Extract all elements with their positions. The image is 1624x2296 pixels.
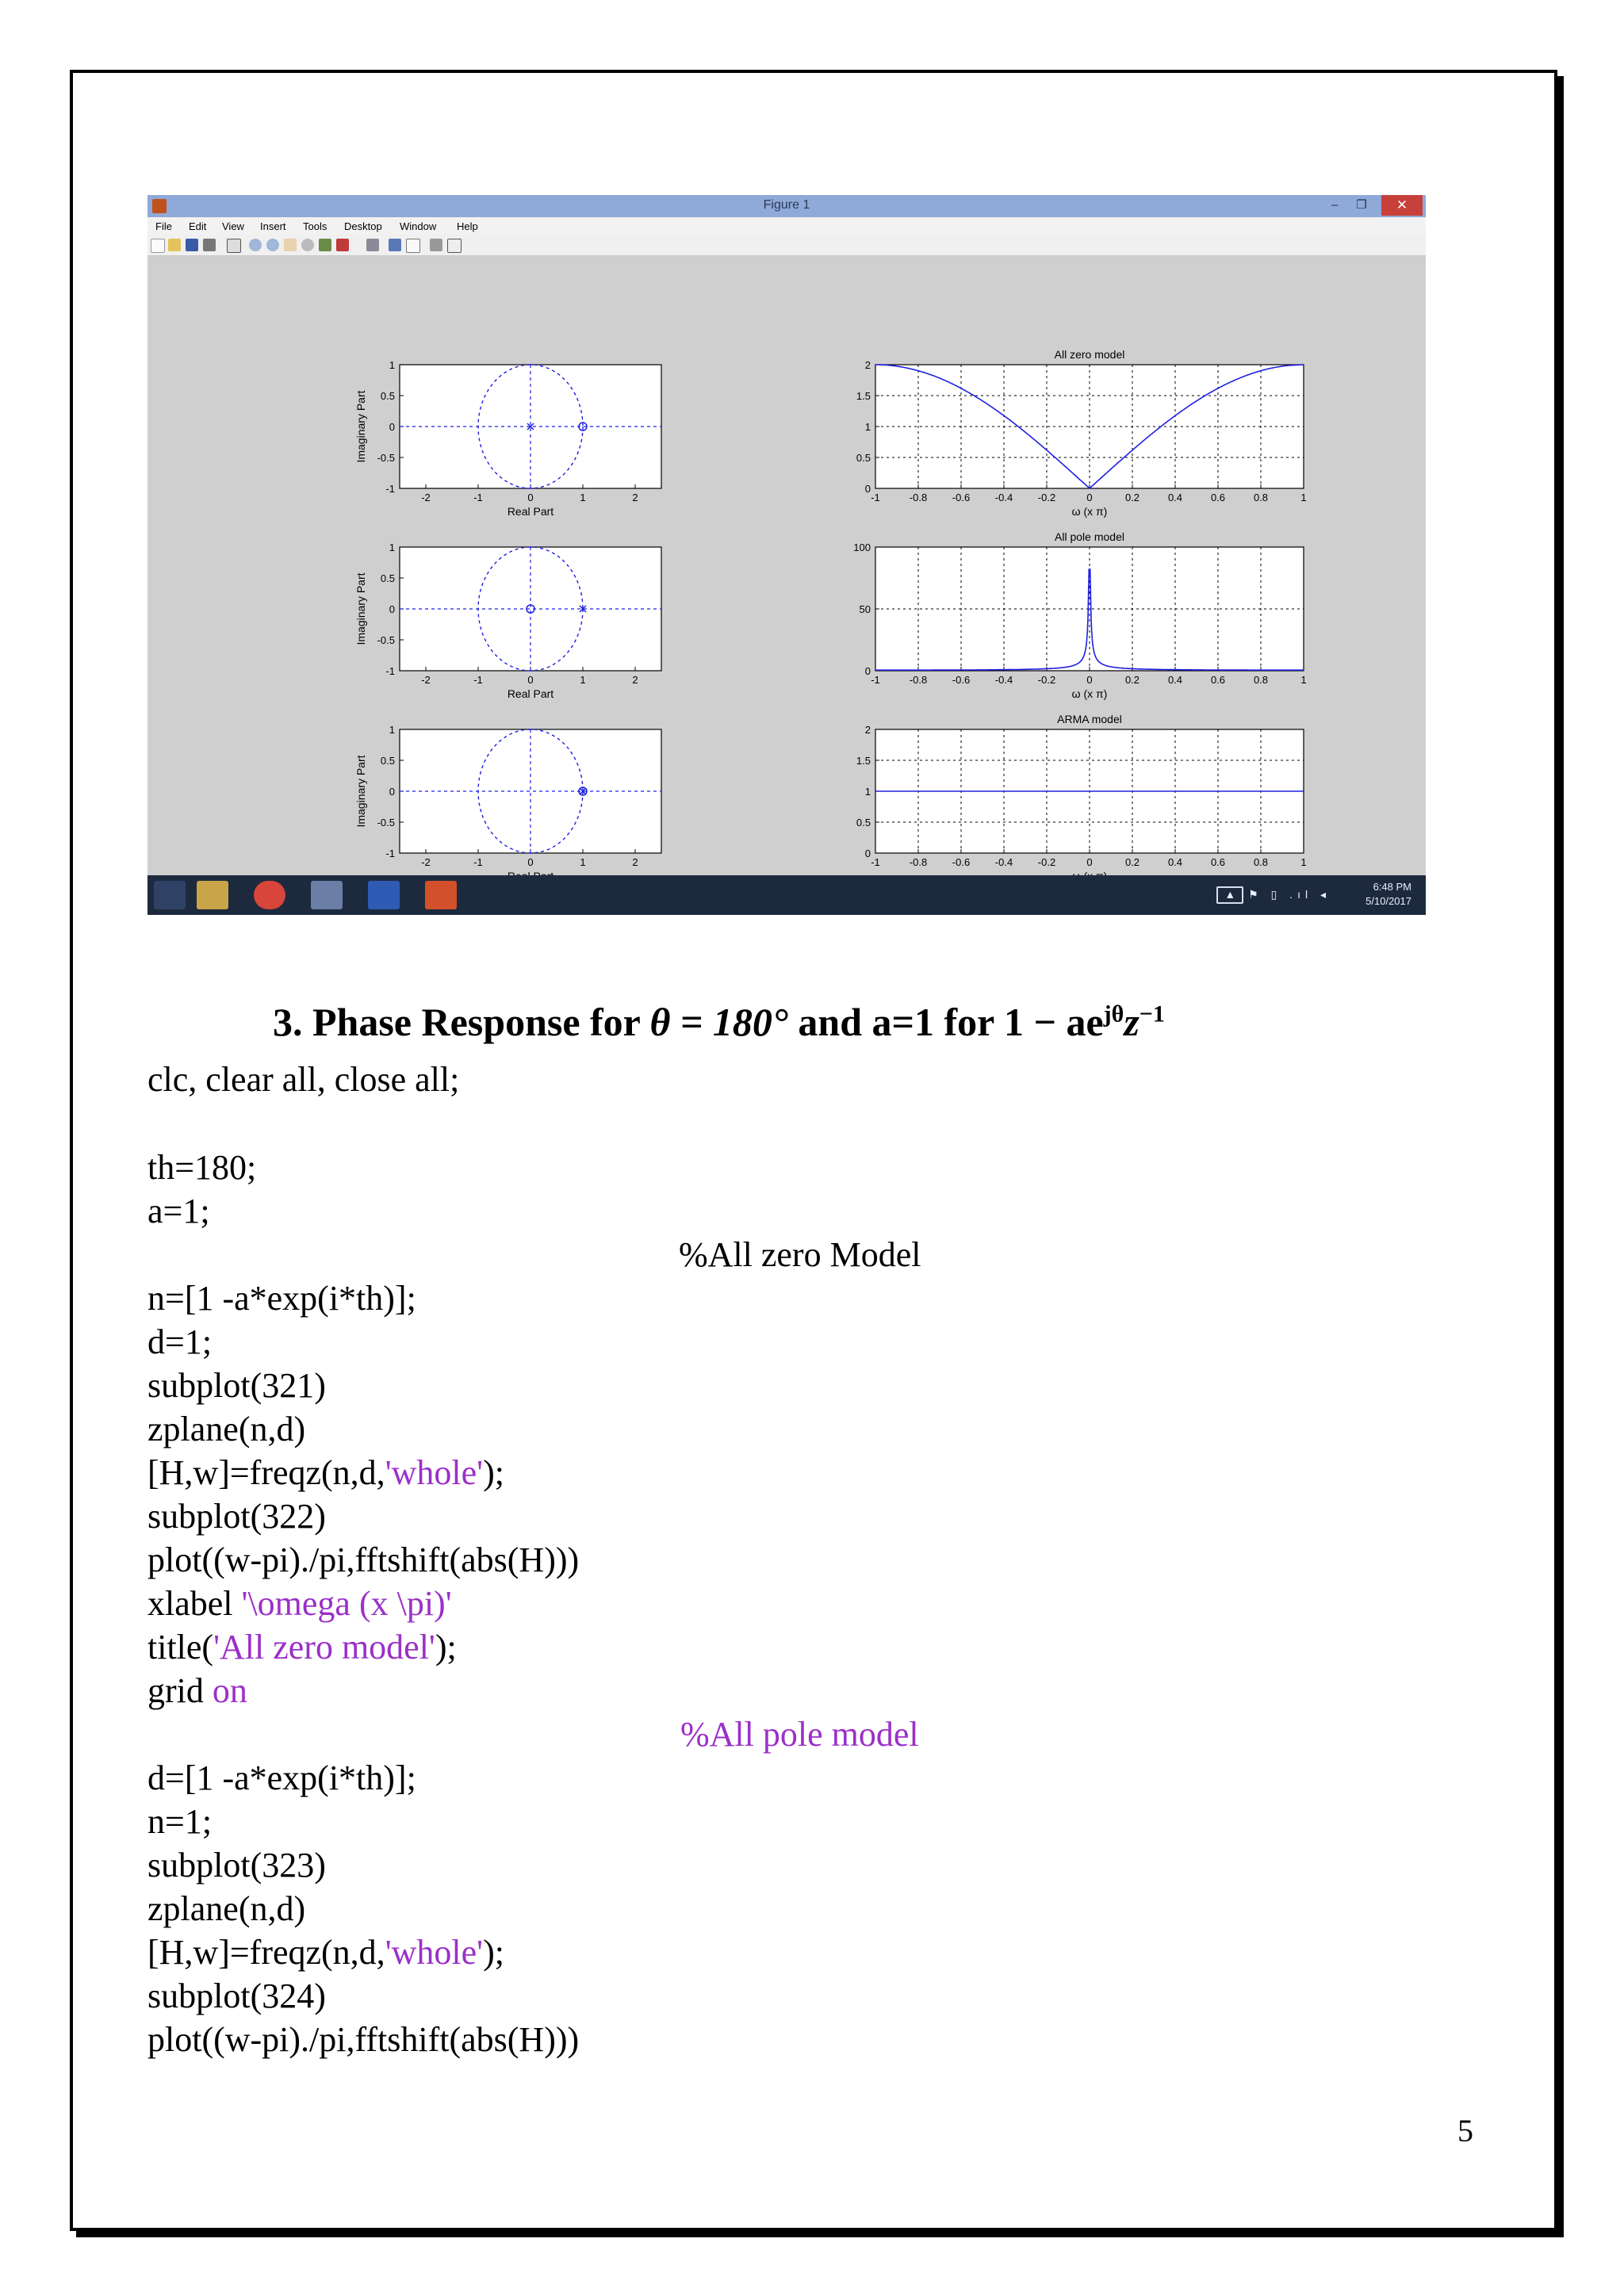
y-tick-label: 1.5 [856,390,871,402]
y-tick-label: 2 [864,359,871,371]
y-tick-label: 0.5 [380,572,395,584]
hide-plot-tools-icon[interactable] [430,239,442,251]
x-tick-label: -0.4 [994,674,1013,686]
x-tick-label: 0.6 [1210,674,1226,686]
matlab-taskbar-icon[interactable] [311,881,343,909]
figure-toolbar [147,235,1426,256]
subplot-title: All pole model [1055,530,1124,543]
y-tick-label: 1 [389,359,395,371]
code-line: a=1; [147,1192,210,1230]
y-tick-label: 0 [864,848,871,859]
x-tick-label: -2 [421,856,431,868]
heading-z: z [1124,1000,1139,1044]
y-axis-label: Imaginary Part [354,755,367,828]
code-string: '\omega (x \pi)' [241,1584,452,1623]
subplot-3 [354,541,661,700]
pan-icon[interactable] [284,239,297,251]
subplot-2 [856,348,1307,518]
y-tick-label: 100 [853,541,871,553]
colorbar-icon[interactable] [389,239,401,251]
subplot-5 [354,724,661,882]
x-tick-label: 1 [580,856,586,868]
x-tick-label: 2 [632,674,638,686]
legend-icon[interactable] [406,239,420,253]
code-line: d=[1 -a*exp(i*th)]; [147,1758,416,1797]
y-tick-label: 1.5 [856,755,871,767]
file-explorer-icon[interactable] [197,881,228,909]
word-icon[interactable] [368,881,400,909]
heading-prefix: 3. Phase Response for [273,1000,650,1044]
x-tick-label: -1 [473,674,483,686]
x-axis-label: Real Part [507,687,554,700]
x-tick-label: 1 [1300,856,1307,868]
x-tick-label: 0.8 [1253,856,1269,868]
y-tick-label: 0.5 [856,817,871,828]
x-axis-label: ω (x π) [1071,505,1108,518]
subplot-1 [354,359,661,518]
y-tick-label: 0.5 [380,390,395,402]
system-tray-icons[interactable]: ▲ ⚑ ▯ .ıl ◂ [1224,888,1331,901]
code-line: subplot(324) [147,1976,326,2015]
code-text: [H,w]=freqz(n,d, [147,1933,385,1972]
x-tick-label: 2 [632,856,638,868]
pointer-icon[interactable] [227,239,241,253]
x-tick-label: 0.4 [1167,674,1183,686]
print-icon[interactable] [203,239,216,251]
heading-expression-sup: jθ [1103,1001,1124,1027]
y-tick-label: 0 [389,786,395,798]
menu-edit[interactable]: Edit [189,220,207,232]
x-tick-label: 0 [527,492,534,503]
y-tick-label: 50 [859,603,871,615]
x-tick-label: 1 [1300,492,1307,503]
x-tick-label: -0.6 [952,856,971,868]
taskbar-clock[interactable] [1365,880,1411,909]
y-tick-label: 0 [389,603,395,615]
y-tick-label: 2 [864,724,871,736]
code-text: xlabel [147,1584,242,1623]
code-text: [H,w]=freqz(n,d, [147,1453,385,1492]
minimize-button[interactable]: – [1331,198,1339,212]
menu-help[interactable]: Help [457,220,478,232]
code-line: th=180; [147,1148,257,1187]
heading-z-sup: −1 [1139,1001,1165,1027]
x-tick-label: -1 [473,856,483,868]
x-tick-label: 1 [580,492,586,503]
y-tick-label: 1 [389,541,395,553]
maximize-button[interactable]: ❐ [1356,198,1367,212]
x-tick-label: -2 [421,492,431,503]
x-tick-label: -1 [871,492,880,503]
x-tick-label: -0.8 [909,856,928,868]
page-number: 5 [1457,2113,1473,2149]
code-line: d=1; [147,1322,213,1361]
x-tick-label: -0.8 [909,674,928,686]
x-tick-label: 0.2 [1124,492,1140,503]
x-tick-label: 0 [1086,856,1093,868]
x-tick-label: -2 [421,674,431,686]
subplot-4 [853,530,1306,700]
windows-taskbar [147,875,1426,915]
zoom-out-icon[interactable] [266,239,279,251]
figure-canvas [147,257,1426,874]
x-tick-label: -0.4 [994,856,1013,868]
code-line: clc, clear all, close all; [147,1060,460,1099]
x-tick-label: 0 [1086,492,1093,503]
y-tick-label: 1 [864,786,871,798]
close-button[interactable]: ✕ [1381,195,1423,216]
x-tick-label: 0.6 [1210,492,1226,503]
code-line: n=[1 -a*exp(i*th)]; [147,1279,416,1318]
code-text: ); [483,1453,504,1492]
x-tick-label: -1 [473,492,483,503]
clock-time: 6:48 PM [1373,881,1411,893]
x-tick-label: -0.2 [1037,492,1056,503]
code-line: subplot(321) [147,1366,326,1405]
new-figure-icon[interactable] [151,239,165,253]
y-tick-label: -1 [385,665,395,677]
subplot-title: ARMA model [1057,713,1122,725]
subplot-6 [856,713,1307,882]
x-tick-label: -0.4 [994,492,1013,503]
menu-tools[interactable]: Tools [303,220,327,232]
code-line [147,1452,504,1494]
heading-expression: 1 − ae [1003,1000,1104,1044]
heading-theta: θ = 180° [649,1000,788,1044]
x-tick-label: -0.6 [952,492,971,503]
code-comment: %All pole model [680,1715,919,1754]
code-line [147,1932,504,1973]
code-line [147,1583,452,1624]
x-tick-label: -0.2 [1037,674,1056,686]
x-tick-label: 1 [1300,674,1307,686]
menu-bar [147,217,1426,235]
menu-desktop[interactable]: Desktop [344,220,382,232]
x-tick-label: 0.8 [1253,492,1269,503]
x-tick-label: 0 [527,674,534,686]
y-axis-label: Imaginary Part [354,390,367,463]
y-tick-label: 0.5 [856,452,871,464]
code-line: zplane(n,d) [147,1410,306,1448]
x-tick-label: 0.2 [1124,856,1140,868]
y-tick-label: -1 [385,483,395,495]
code-string: 'whole' [385,1933,484,1972]
menu-window[interactable]: Window [400,220,437,232]
code-text: ); [483,1933,504,1972]
menu-view[interactable]: View [222,220,244,232]
subplot-title: All zero model [1054,348,1125,361]
code-string: 'whole' [385,1453,484,1492]
x-tick-label: 0.2 [1124,674,1140,686]
x-tick-label: 1 [580,674,586,686]
clock-date: 5/10/2017 [1365,895,1411,907]
x-tick-label: -0.6 [952,674,971,686]
save-icon[interactable] [186,239,198,251]
y-tick-label: 1 [864,421,871,433]
x-tick-label: 0 [1086,674,1093,686]
code-line: zplane(n,d) [147,1889,306,1928]
x-tick-label: 0.4 [1167,856,1183,868]
heading-middle: and a=1 for [787,1000,1004,1044]
x-tick-label: -0.8 [909,492,928,503]
y-tick-label: 0.5 [380,755,395,767]
x-tick-label: 0.4 [1167,492,1183,503]
y-tick-label: -0.5 [377,634,395,646]
code-line: n=1; [147,1802,213,1841]
brush-icon[interactable] [336,239,349,251]
x-tick-label: 0 [527,856,534,868]
x-tick-label: 0.6 [1210,856,1226,868]
section-heading [273,999,1165,1045]
code-text: grid [147,1671,213,1710]
y-tick-label: 0 [864,483,871,495]
open-icon[interactable] [168,239,181,251]
code-text: ); [435,1628,457,1667]
x-tick-label: -1 [871,856,880,868]
code-line: plot((w-pi)./pi,fftshift(abs(H))) [147,1540,580,1579]
menu-file[interactable]: File [155,220,172,232]
code-line [147,1627,457,1668]
x-tick-label: -1 [871,674,880,686]
x-tick-label: 0.8 [1253,674,1269,686]
data-cursor-icon[interactable] [319,239,331,251]
start-icon[interactable] [154,881,186,909]
window-title: Figure 1 [763,198,810,212]
x-tick-label: 2 [632,492,638,503]
code-text: title( [147,1628,214,1667]
rotate-icon[interactable] [301,239,314,251]
y-tick-label: 0 [864,665,871,677]
zoom-in-icon[interactable] [249,239,262,251]
show-plot-tools-icon[interactable] [447,239,462,253]
y-tick-label: -1 [385,848,395,859]
x-axis-label: ω (x π) [1071,687,1108,700]
window-titlebar [147,195,1426,217]
code-line: plot((w-pi)./pi,fftshift(abs(H))) [147,2020,580,2059]
menu-insert[interactable]: Insert [260,220,286,232]
y-tick-label: 1 [389,724,395,736]
matlab-figure-screenshot [147,195,1426,915]
x-tick-label: -0.2 [1037,856,1056,868]
code-line [147,1670,247,1712]
code-comment: %All zero Model [679,1235,921,1274]
code-line: subplot(323) [147,1846,326,1885]
code-string: on [212,1671,247,1710]
link-icon[interactable] [366,239,379,251]
code-line: subplot(322) [147,1497,326,1536]
y-tick-label: -0.5 [377,817,395,828]
x-axis-label: Real Part [507,505,554,518]
acrobat-icon[interactable] [425,881,457,909]
chrome-icon[interactable] [254,881,285,909]
y-tick-label: 0 [389,421,395,433]
code-string: 'All zero model' [213,1628,435,1667]
y-axis-label: Imaginary Part [354,572,367,645]
y-tick-label: -0.5 [377,452,395,464]
